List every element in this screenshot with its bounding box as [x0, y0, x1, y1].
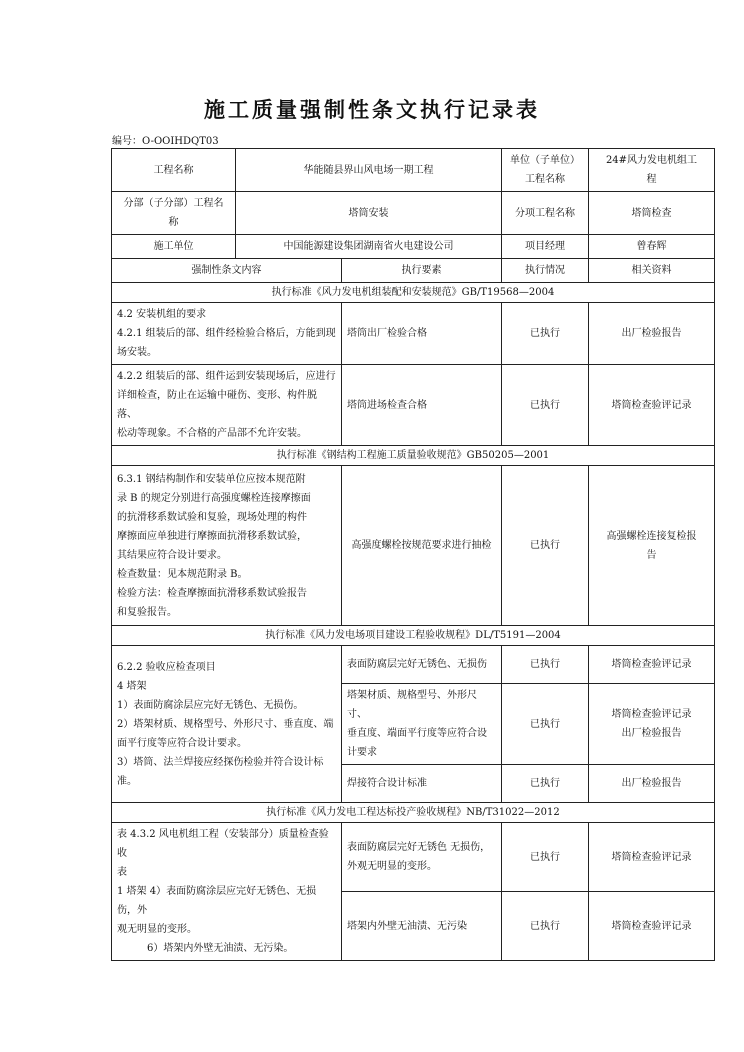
clause-content: 表 4.3.2 风电机组工程（安装部分）质量检查验收 表 1 塔架 4）表面防腐涂层应完好无锈色、无损伤，外 观无明显的变形。 6）塔架内外壁无油渍、无污染。	[112, 823, 342, 961]
clause-content: 4.2.2 组装后的部、组件运到安装现场后，应进行 详细检查，防止在运输中碰伤、变形、构件脱落、 松动等现象。不合格的产品部不允许安装。	[112, 365, 342, 446]
clause-content: 6.3.1 钢结构制作和安装单位应按本规范附 录 B 的规定分别进行高强度螺栓连接摩擦面 的抗滑移系数试验和复验，现场处理的构件 摩擦面应单独进行摩擦面抗滑移系数试验， 其结果应符合设计要求。 检查数量：见本规范附录 B。 检验方法：检查摩擦面抗滑移系数试验报告 和复验报告。	[112, 466, 342, 626]
execution-element: 高强度螺栓按规范要求进行抽检	[342, 466, 502, 626]
execution-element: 塔架内外壁无油渍、无污染	[342, 892, 502, 961]
related-docs: 塔筒检查验评记录	[589, 892, 715, 961]
execution-element: 表面防腐层完好无锈色 无损伤， 外观无明显的变形。	[342, 823, 502, 892]
related-docs: 出厂检验报告	[589, 765, 715, 803]
standard-heading: 执行标准《钢结构工程施工质量验收规范》GB50205—2001	[112, 446, 715, 466]
execution-status: 已执行	[502, 466, 589, 626]
execution-element: 塔筒进场检查合格	[342, 365, 502, 446]
pm-value: 曾春辉	[589, 235, 715, 259]
subdivision-value: 塔筒安装	[236, 192, 502, 235]
item-value: 塔筒检查	[589, 192, 715, 235]
item-label: 分项工程名称	[502, 192, 589, 235]
project-name-value: 华能随县界山风电场一期工程	[236, 149, 502, 192]
execution-status: 已执行	[502, 303, 589, 365]
constructor-label: 施工单位	[112, 235, 236, 259]
execution-status: 已执行	[502, 365, 589, 446]
related-docs: 塔筒检查验评记录	[589, 365, 715, 446]
unit-label: 单位（子单位） 工程名称	[502, 149, 589, 192]
related-docs: 塔筒检查验评记录 出厂检验报告	[589, 684, 715, 765]
clause-content: 6.2.2 验收应检查项目 4 塔架 1）表面防腐涂层应完好无锈色、无损伤。 2）塔架材质、规格型号、外形尺寸、垂直度、端 面平行度等应符合设计要求。 3）塔筒、法兰焊接应经探伤检验并符合设计标准。	[112, 646, 342, 803]
standard-heading: 执行标准《风力发电场项目建设工程验收规程》DL/T5191—2004	[112, 626, 715, 646]
column-header-content: 强制性条文内容	[112, 259, 342, 283]
execution-element: 塔筒出厂检验合格	[342, 303, 502, 365]
execution-element: 塔架材质、规格型号、外形尺寸、 垂直度、端面平行度等应符合设 计要求	[342, 684, 502, 765]
related-docs: 塔筒检查验评记录	[589, 646, 715, 684]
subdivision-label: 分部（子分部）工程名 称	[112, 192, 236, 235]
column-header-docs: 相关资料	[589, 259, 715, 283]
execution-element: 表面防腐层完好无锈色、无损伤	[342, 646, 502, 684]
execution-status: 已执行	[502, 823, 589, 892]
execution-status: 已执行	[502, 892, 589, 961]
constructor-value: 中国能源建设集团湖南省火电建设公司	[236, 235, 502, 259]
unit-value: 24#风力发电机组工 程	[589, 149, 715, 192]
project-name-label: 工程名称	[112, 149, 236, 192]
column-header-element: 执行要素	[342, 259, 502, 283]
execution-status: 已执行	[502, 646, 589, 684]
pm-label: 项目经理	[502, 235, 589, 259]
standard-heading: 执行标准《风力发电工程达标投产验收规程》NB/T31022—2012	[112, 803, 715, 823]
column-header-status: 执行情况	[502, 259, 589, 283]
related-docs: 出厂检验报告	[589, 303, 715, 365]
related-docs: 高强螺栓连接复检报 告	[589, 466, 715, 626]
record-table	[111, 148, 715, 961]
document-title: 施工质量强制性条文执行记录表	[204, 97, 540, 122]
related-docs: 塔筒检查验评记录	[589, 823, 715, 892]
standard-heading: 执行标准《风力发电机组装配和安装规范》GB/T19568—2004	[112, 283, 715, 303]
execution-element: 焊接符合设计标准	[342, 765, 502, 803]
document-number: 编号：O-OOIHDQT03	[112, 136, 219, 147]
execution-status: 已执行	[502, 684, 589, 765]
execution-status: 已执行	[502, 765, 589, 803]
clause-content: 4.2 安装机组的要求 4.2.1 组装后的部、组件经检验合格后，方能到现 场安装。	[112, 303, 342, 365]
